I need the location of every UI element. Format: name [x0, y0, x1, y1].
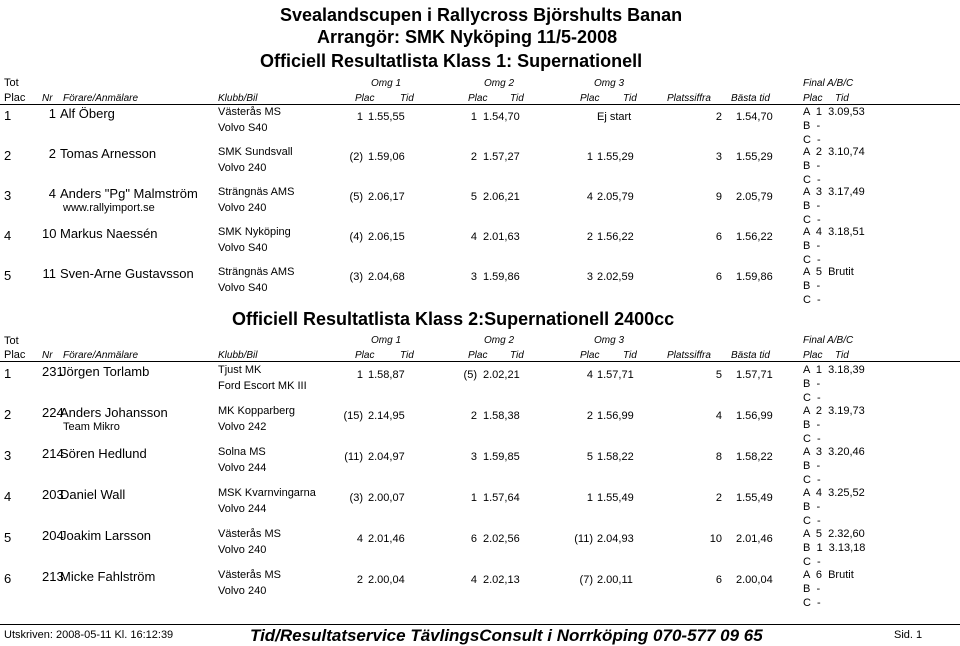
- col-plac3: Plac: [580, 93, 600, 104]
- round3-time: 2.04,93: [597, 533, 634, 545]
- round2-place: 1: [470, 492, 477, 504]
- class2-header-rule: [0, 361, 960, 362]
- position: 4: [4, 228, 12, 243]
- col2-plac1: Plac: [355, 350, 375, 361]
- round1-place: 1: [356, 111, 363, 123]
- car-model: Volvo 244: [218, 462, 267, 474]
- col2-omg3: Omg 3: [594, 335, 625, 346]
- club-name: Solna MS: [218, 446, 266, 458]
- best-time: 1.58,22: [736, 451, 773, 463]
- final-result: A 2 3.19,73: [803, 405, 865, 417]
- col-tid3: Tid: [623, 93, 637, 104]
- col-final-tid: Tid: [835, 93, 849, 104]
- best-time: 2.00,04: [736, 574, 773, 586]
- round1-time: 2.06,15: [368, 231, 405, 243]
- final-result: B -: [803, 200, 821, 212]
- driver-number: 213: [42, 569, 64, 584]
- col2-nr: Nr: [42, 350, 53, 361]
- round1-place: (5): [349, 191, 363, 203]
- page-number: Sid. 1: [894, 629, 923, 641]
- round1-time: 2.01,46: [368, 533, 405, 545]
- round1-time: 2.06,17: [368, 191, 405, 203]
- final-result: A 3 3.20,46: [803, 446, 865, 458]
- final-result: B -: [803, 120, 821, 132]
- driver-number: 224: [42, 405, 64, 420]
- round2-time: 1.57,64: [483, 492, 520, 504]
- col-basta-tid: Bästa tid: [731, 93, 770, 104]
- round1-place: (3): [349, 492, 363, 504]
- round2-place: 3: [470, 271, 477, 283]
- club-name: MK Kopparberg: [218, 405, 296, 417]
- round3-place: 2: [586, 231, 593, 243]
- round3-place: 4: [586, 191, 593, 203]
- best-time: 1.55,49: [736, 492, 773, 504]
- col2-basta-tid: Bästa tid: [731, 350, 770, 361]
- placement-sum: 3: [715, 151, 722, 163]
- event-title: Svealandscupen i Rallycross Björshults Banan: [280, 5, 683, 25]
- round2-time: 1.58,38: [483, 410, 520, 422]
- col-forare: Förare/Anmälare: [63, 93, 139, 104]
- placement-sum: 8: [715, 451, 722, 463]
- col2-tot: Tot: [4, 335, 19, 347]
- car-model: Volvo 240: [218, 585, 267, 597]
- round1-time: 2.04,68: [368, 271, 405, 283]
- final-result: A 4 3.18,51: [803, 226, 865, 238]
- club-name: Strängnäs AMS: [218, 186, 295, 198]
- round3-time: 1.58,22: [597, 451, 634, 463]
- round3-time: Ej start: [597, 111, 632, 123]
- club-name: Tjust MK: [218, 364, 262, 376]
- round1-time: 1.59,06: [368, 151, 405, 163]
- final-result: C -: [803, 254, 821, 266]
- best-time: 2.05,79: [736, 191, 773, 203]
- col-platssiffra: Platssiffra: [667, 93, 711, 104]
- final-result: A 2 3.10,74: [803, 146, 865, 158]
- round3-place: 3: [586, 271, 593, 283]
- driver-number: 10: [42, 226, 57, 241]
- col2-tid3: Tid: [623, 350, 637, 361]
- best-time: 1.57,71: [736, 369, 773, 381]
- final-result: B -: [803, 378, 821, 390]
- driver-number: 11: [42, 266, 56, 281]
- round2-place: 5: [470, 191, 477, 203]
- driver-name: Sören Hedlund: [60, 446, 147, 461]
- placement-sum: 5: [715, 369, 722, 381]
- timing-service-credit: Tid/Resultatservice TävlingsConsult i Norrköping 070-577 09 65: [250, 626, 763, 645]
- round2-time: 2.02,13: [483, 574, 520, 586]
- final-result: C -: [803, 474, 821, 486]
- round1-time: 1.55,55: [368, 111, 405, 123]
- final-result: C -: [803, 392, 821, 404]
- col2-final-tid: Tid: [835, 350, 849, 361]
- club-name: Västerås MS: [218, 106, 281, 118]
- driver-name: Micke Fahlström: [60, 569, 156, 584]
- car-model: Volvo 240: [218, 544, 267, 556]
- placement-sum: 2: [715, 492, 722, 504]
- final-result: B -: [803, 460, 821, 472]
- class1-title: Officiell Resultatlista Klass 1: Supernationell: [260, 51, 643, 71]
- driver-number: 1: [48, 106, 56, 121]
- round2-time: 1.59,86: [483, 271, 520, 283]
- position: 5: [4, 268, 12, 283]
- driver-name: Joakim Larsson: [60, 528, 152, 543]
- round3-place: (11): [574, 533, 593, 545]
- final-result: A 3 3.17,49: [803, 186, 865, 198]
- driver-number: 2: [48, 146, 56, 161]
- col-tid1: Tid: [400, 93, 414, 104]
- position: 3: [4, 188, 12, 203]
- col-plac: Plac: [4, 92, 26, 104]
- col-nr: Nr: [42, 93, 53, 104]
- printed-timestamp: Utskriven: 2008-05-11 Kl. 16:12:39: [4, 629, 174, 641]
- col2-omg2: Omg 2: [484, 335, 515, 346]
- best-time: 1.54,70: [736, 111, 773, 123]
- driver-number: 203: [42, 487, 64, 502]
- placement-sum: 2: [715, 111, 722, 123]
- col-omg2: Omg 2: [484, 78, 515, 89]
- round3-place: (7): [579, 574, 593, 586]
- best-time: 2.01,46: [736, 533, 773, 545]
- placement-sum: 6: [715, 231, 722, 243]
- club-name: Västerås MS: [218, 528, 281, 540]
- final-result: C -: [803, 515, 821, 527]
- car-model: Volvo S40: [218, 282, 268, 294]
- round3-place: 1: [586, 492, 593, 504]
- col2-final: Final A/B/C: [803, 335, 854, 346]
- car-model: Volvo 240: [218, 162, 267, 174]
- col2-klubb: Klubb/Bil: [218, 350, 258, 361]
- col2-final-plac: Plac: [803, 350, 823, 361]
- footer-rule: [0, 624, 960, 625]
- round2-place: (5): [463, 369, 477, 381]
- placement-sum: 10: [709, 533, 722, 545]
- round1-time: 2.00,04: [368, 574, 405, 586]
- car-model: Volvo 242: [218, 421, 267, 433]
- round1-place: 4: [356, 533, 363, 545]
- final-result: A 4 3.25,52: [803, 487, 865, 499]
- col-plac1: Plac: [355, 93, 375, 104]
- round2-place: 2: [470, 151, 477, 163]
- best-time: 1.55,29: [736, 151, 773, 163]
- placement-sum: 6: [715, 271, 722, 283]
- final-result: B -: [803, 160, 821, 172]
- class2-title: Officiell Resultatlista Klass 2:Supernationell 2400cc: [232, 309, 675, 329]
- round2-place: 3: [470, 451, 477, 463]
- final-result: C -: [803, 174, 821, 186]
- driver-name: Daniel Wall: [60, 487, 126, 502]
- round1-time: 2.14,95: [368, 410, 405, 422]
- final-result: A 5 2.32,60: [803, 528, 865, 540]
- round2-place: 2: [470, 410, 477, 422]
- club-name: Strängnäs AMS: [218, 266, 295, 278]
- col-omg3: Omg 3: [594, 78, 625, 89]
- final-result: B -: [803, 240, 821, 252]
- col-plac2: Plac: [468, 93, 488, 104]
- club-name: SMK Sundsvall: [218, 146, 293, 158]
- best-time: 1.56,99: [736, 410, 773, 422]
- driver-name: Anders "Pg" Malmström: [60, 186, 198, 201]
- col-omg1: Omg 1: [371, 78, 402, 89]
- position: 3: [4, 448, 12, 463]
- round1-place: (15): [343, 410, 363, 422]
- final-result: A 5 Brutit: [803, 266, 854, 278]
- round3-place: 1: [586, 151, 593, 163]
- round1-place: (4): [349, 231, 363, 243]
- driver-number: 204: [42, 528, 64, 543]
- col2-tid1: Tid: [400, 350, 414, 361]
- car-model: Volvo S40: [218, 122, 268, 134]
- placement-sum: 4: [715, 410, 722, 422]
- position: 1: [4, 366, 12, 381]
- best-time: 1.56,22: [736, 231, 773, 243]
- final-result: B -: [803, 501, 821, 513]
- driver-name: Alf Öberg: [60, 106, 115, 121]
- round1-time: 2.00,07: [368, 492, 405, 504]
- col2-plac: Plac: [4, 349, 26, 361]
- round1-time: 2.04,97: [368, 451, 405, 463]
- round2-place: 1: [470, 111, 477, 123]
- final-result: B 1 3.13,18: [803, 542, 866, 554]
- best-time: 1.59,86: [736, 271, 773, 283]
- round3-time: 2.02,59: [597, 271, 634, 283]
- col2-forare: Förare/Anmälare: [63, 350, 139, 361]
- col2-plac3: Plac: [580, 350, 600, 361]
- position: 1: [4, 108, 12, 123]
- round3-place: 2: [586, 410, 593, 422]
- col-klubb: Klubb/Bil: [218, 93, 258, 104]
- round2-time: 2.02,21: [483, 369, 520, 381]
- round2-time: 1.59,85: [483, 451, 520, 463]
- final-result: C -: [803, 134, 821, 146]
- round2-time: 2.01,63: [483, 231, 520, 243]
- organizer-title: Arrangör: SMK Nyköping 11/5-2008: [317, 27, 618, 47]
- col2-platssiffra: Platssiffra: [667, 350, 711, 361]
- round2-time: 2.06,21: [483, 191, 520, 203]
- round3-time: 1.57,71: [597, 369, 634, 381]
- final-result: A 6 Brutit: [803, 569, 854, 581]
- round3-time: 1.55,29: [597, 151, 634, 163]
- driver-name: Jörgen Torlamb: [60, 364, 150, 379]
- driver-number: 4: [48, 186, 56, 201]
- round3-time: 2.05,79: [597, 191, 634, 203]
- round1-place: 1: [356, 369, 363, 381]
- driver-name: Sven-Arne Gustavsson: [60, 266, 194, 281]
- position: 2: [4, 148, 12, 163]
- final-result: C -: [803, 597, 821, 609]
- position: 5: [4, 530, 12, 545]
- round3-time: 1.55,49: [597, 492, 634, 504]
- car-model: Volvo S40: [218, 242, 268, 254]
- club-name: SMK Nyköping: [218, 226, 291, 238]
- col-tot: Tot: [4, 77, 19, 89]
- driver-number: 231: [42, 364, 64, 379]
- round2-time: 1.57,27: [483, 151, 520, 163]
- driver-name: Tomas Arnesson: [60, 146, 157, 161]
- round1-place: 2: [356, 574, 363, 586]
- col2-omg1: Omg 1: [371, 335, 402, 346]
- final-result: B -: [803, 280, 821, 292]
- club-name: Västerås MS: [218, 569, 281, 581]
- position: 6: [4, 571, 12, 586]
- driver-name: Markus Naessén: [60, 226, 158, 241]
- final-result: A 1 3.09,53: [803, 106, 865, 118]
- class1-header-rule: [0, 104, 960, 105]
- round3-place: 4: [586, 369, 593, 381]
- final-result: B -: [803, 583, 821, 595]
- final-result: C -: [803, 294, 821, 306]
- round3-time: 1.56,22: [597, 231, 634, 243]
- car-model: Volvo 240: [218, 202, 267, 214]
- round1-place: (2): [349, 151, 363, 163]
- col-final: Final A/B/C: [803, 78, 854, 89]
- round3-time: 1.56,99: [597, 410, 634, 422]
- placement-sum: 9: [715, 191, 722, 203]
- round1-time: 1.58,87: [368, 369, 405, 381]
- round2-place: 4: [470, 231, 477, 243]
- final-result: C -: [803, 556, 821, 568]
- position: 2: [4, 407, 12, 422]
- col-tid2: Tid: [510, 93, 524, 104]
- round1-place: (3): [349, 271, 363, 283]
- driver-sponsor: Team Mikro: [63, 421, 120, 433]
- placement-sum: 6: [715, 574, 722, 586]
- col-final-plac: Plac: [803, 93, 823, 104]
- round3-place: 5: [586, 451, 593, 463]
- round1-place: (11): [344, 451, 363, 463]
- driver-name: Anders Johansson: [60, 405, 168, 420]
- car-model: Volvo 244: [218, 503, 267, 515]
- round2-place: 6: [470, 533, 477, 545]
- club-name: MSK Kvarnvingarna: [218, 487, 316, 499]
- round2-time: 1.54,70: [483, 111, 520, 123]
- driver-number: 214: [42, 446, 64, 461]
- col2-plac2: Plac: [468, 350, 488, 361]
- car-model: Ford Escort MK III: [218, 380, 307, 392]
- final-result: C -: [803, 214, 821, 226]
- position: 4: [4, 489, 12, 504]
- round3-time: 2.00,11: [597, 574, 633, 586]
- final-result: C -: [803, 433, 821, 445]
- final-result: A 1 3.18,39: [803, 364, 865, 376]
- final-result: B -: [803, 419, 821, 431]
- round2-place: 4: [470, 574, 477, 586]
- round2-time: 2.02,56: [483, 533, 520, 545]
- driver-sponsor: www.rallyimport.se: [63, 202, 155, 214]
- col2-tid2: Tid: [510, 350, 524, 361]
